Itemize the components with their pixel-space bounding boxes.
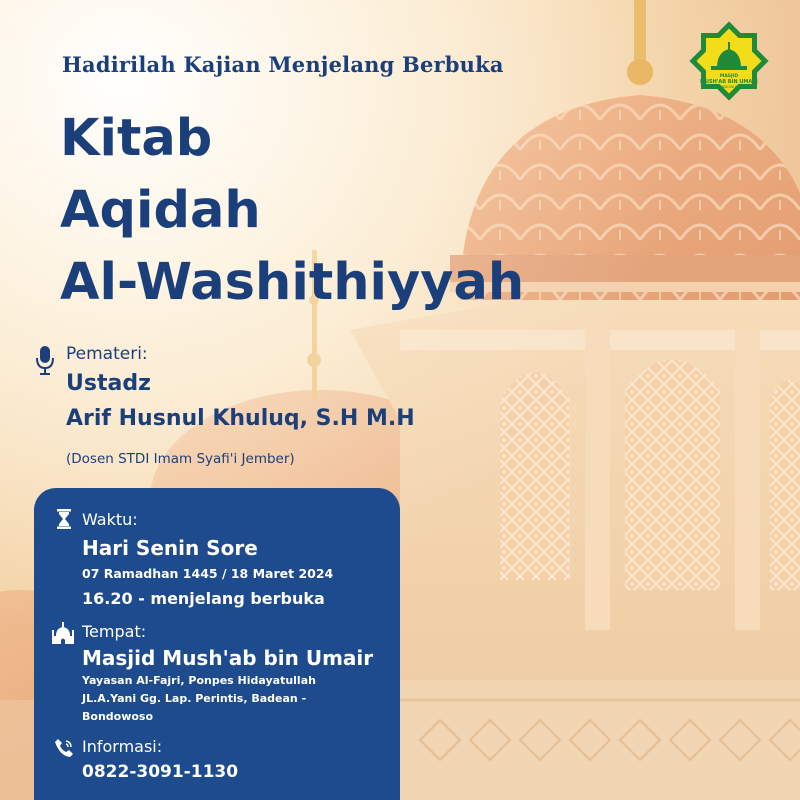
logo-text-line1: MASJID <box>719 74 739 79</box>
masjid-logo <box>684 16 774 106</box>
event-time: 16.20 - menjelang berbuka <box>82 589 325 608</box>
speaker-affiliation: (Dosen STDI Imam Syafi'i Jember) <box>66 451 295 467</box>
event-date: 07 Ramadhan 1445 / 18 Maret 2024 <box>82 566 334 581</box>
contact-phone: 0822-3091-1130 <box>82 762 239 782</box>
microphone-icon <box>36 346 54 376</box>
event-details-panel <box>34 488 400 800</box>
venue-address-line1: Yayasan Al-Fajri, Ponpes Hidayatullah <box>82 674 316 687</box>
phone-icon <box>54 738 74 758</box>
contact-label: Informasi: <box>82 737 163 756</box>
venue-label: Tempat: <box>82 622 147 641</box>
logo-text-line3: BONDOWOSO <box>716 85 742 89</box>
venue-name: Masjid Mush'ab bin Umair <box>82 646 374 670</box>
event-day: Hari Senin Sore <box>82 536 258 560</box>
title-line-2: Aqidah <box>60 181 261 240</box>
event-title <box>60 103 524 319</box>
title-line-1: Kitab <box>60 109 213 168</box>
time-label: Waktu: <box>82 510 138 529</box>
speaker-title: Ustadz <box>66 371 151 396</box>
event-invitation-subtitle: Hadirilah Kajian Menjelang Berbuka <box>62 52 504 77</box>
hourglass-icon <box>54 509 74 529</box>
venue-address-line2: JL.A.Yani Gg. Lap. Perintis, Badean - <box>82 692 307 705</box>
mosque-icon <box>52 622 74 644</box>
speaker-label: Pemateri: <box>66 344 148 364</box>
speaker-name: Arif Husnul Khuluq, S.H M.H <box>66 406 415 431</box>
venue-address-line3: Bondowoso <box>82 710 154 723</box>
logo-text-line2: MUSH'AB BIN UMAIR <box>700 79 758 85</box>
title-line-3: Al-Washithiyyah <box>60 253 525 312</box>
